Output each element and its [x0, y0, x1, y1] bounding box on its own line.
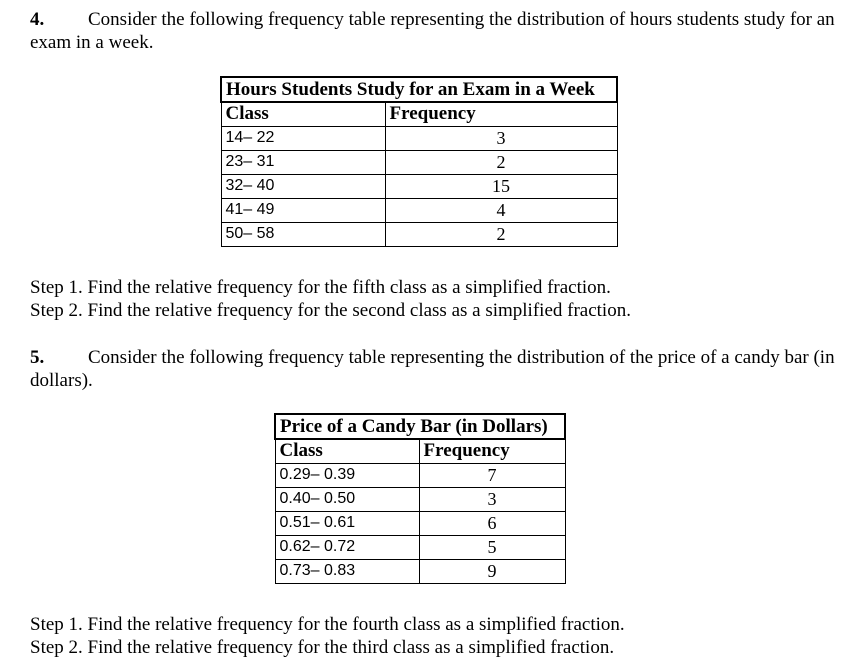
question-5-number: 5. — [30, 347, 45, 368]
class-cell: 0.62– 0.72 — [275, 535, 419, 559]
class-cell: 0.29– 0.39 — [275, 463, 419, 487]
table-row — [221, 198, 617, 222]
frequency-cell: 9 — [419, 559, 565, 583]
frequency-cell: 2 — [385, 222, 617, 246]
column-header-class: Class — [275, 439, 419, 463]
frequency-cell: 5 — [419, 535, 565, 559]
question-5-step-2: Step 2. Find the relative frequency for the third class as a simplified fraction. — [30, 637, 615, 658]
question-4-prompt — [30, 8, 850, 54]
question-4-step-1: Step 1. Find the relative frequency for the fifth class as a simplified fraction. — [30, 277, 611, 298]
frequency-cell: 4 — [385, 198, 617, 222]
frequency-cell: 15 — [385, 174, 617, 198]
table-row — [221, 126, 617, 150]
table-title: Price of a Candy Bar (in Dollars) — [275, 414, 565, 439]
hours-frequency-table — [220, 76, 618, 247]
class-cell: 0.51– 0.61 — [275, 511, 419, 535]
table-row — [275, 559, 565, 583]
table-title: Hours Students Study for an Exam in a Week — [221, 77, 617, 102]
column-header-frequency: Frequency — [419, 439, 565, 463]
table-row — [221, 150, 617, 174]
table-row — [275, 511, 565, 535]
column-header-frequency: Frequency — [385, 102, 617, 126]
table-row — [221, 174, 617, 198]
table-row — [221, 222, 617, 246]
question-5-step-1: Step 1. Find the relative frequency for the fourth class as a simplified fraction. — [30, 614, 625, 635]
frequency-cell: 2 — [385, 150, 617, 174]
question-4-number: 4. — [30, 9, 45, 30]
class-cell: 14– 22 — [221, 126, 385, 150]
frequency-cell: 3 — [419, 487, 565, 511]
table-row — [275, 487, 565, 511]
class-cell: 0.40– 0.50 — [275, 487, 419, 511]
frequency-cell: 6 — [419, 511, 565, 535]
question-4-text: Consider the following frequency table representing the distribution of hours students study for an exam in a week. — [30, 9, 835, 53]
table-row — [275, 535, 565, 559]
class-cell: 41– 49 — [221, 198, 385, 222]
question-5-prompt — [30, 346, 850, 392]
class-cell: 23– 31 — [221, 150, 385, 174]
column-header-class: Class — [221, 102, 385, 126]
class-cell: 32– 40 — [221, 174, 385, 198]
frequency-cell: 7 — [419, 463, 565, 487]
candy-bar-frequency-table — [274, 413, 566, 584]
question-4-step-2: Step 2. Find the relative frequency for the second class as a simplified fraction. — [30, 300, 631, 321]
class-cell: 0.73– 0.83 — [275, 559, 419, 583]
class-cell: 50– 58 — [221, 222, 385, 246]
question-5-text: Consider the following frequency table representing the distribution of the price of a candy bar (in dollars). — [30, 347, 835, 391]
frequency-cell: 3 — [385, 126, 617, 150]
table-row — [275, 463, 565, 487]
